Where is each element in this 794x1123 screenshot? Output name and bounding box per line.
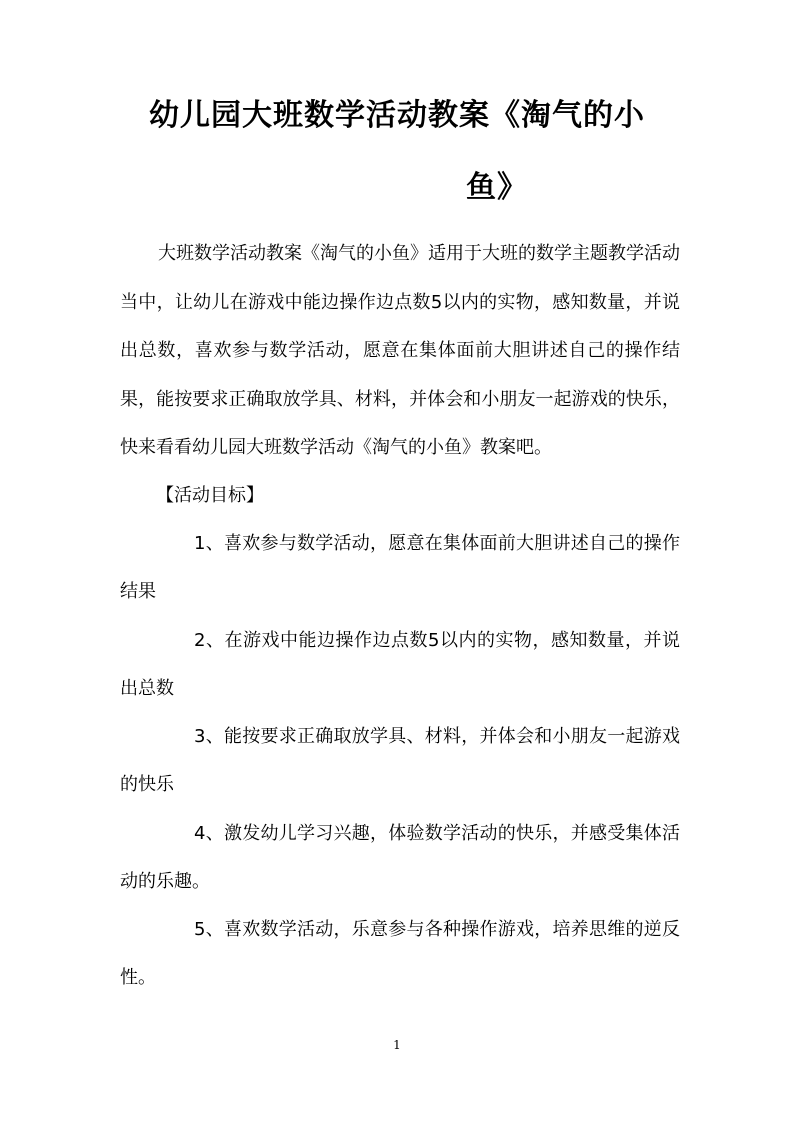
goal-item: 2、在游戏中能边操作边点数5以内的实物，感知数量，并说出总数 — [120, 630, 680, 699]
title-line-1: 幼儿园大班数学活动教案《淘气的小 — [149, 98, 645, 133]
section-heading: 【活动目标】 — [156, 485, 264, 506]
goal-item: 1、喜欢参与数学活动，愿意在集体面前大胆讲述自己的操作结果 — [120, 533, 680, 602]
goal-item: 4、激发幼儿学习兴趣，体验数学活动的快乐，并感受集体活动的乐趣。 — [120, 823, 680, 892]
intro-paragraph: 大班数学活动教案《淘气的小鱼》适用于大班的数学主题教学活动当中，让幼儿在游戏中能边操作边点数5以内的实物，感知数量，并说出总数，喜欢参与数学活动，愿意在集体面前大胆讲述自己的操作结果，能按要求正确取放学具、材料，并体会和小朋友一起游戏的快乐，快来看看幼儿园大班数学活动《淘气的小鱼》教案吧。 — [120, 243, 680, 458]
title-line-2: 鱼》 — [466, 170, 528, 205]
page-number: 1 — [393, 1038, 401, 1052]
goal-item: 5、喜欢数学活动，乐意参与各种操作游戏，培养思维的逆反性。 — [120, 919, 680, 988]
goal-item: 3、能按要求正确取放学具、材料，并体会和小朋友一起游戏的快乐 — [120, 726, 680, 795]
